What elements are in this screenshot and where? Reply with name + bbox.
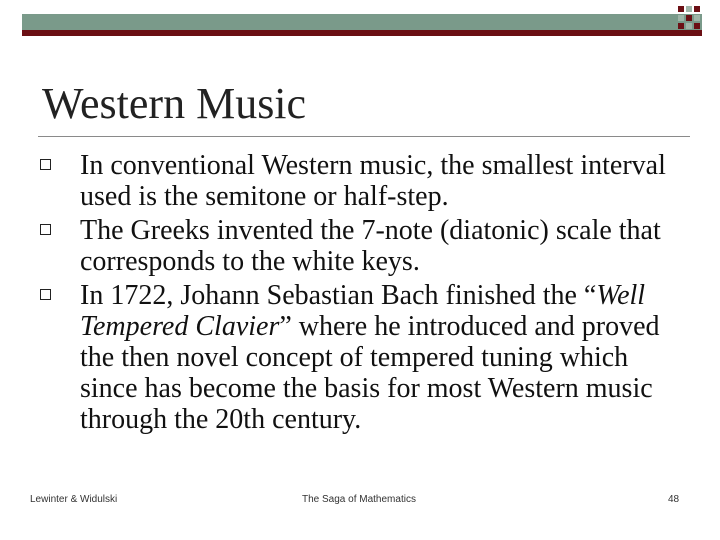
square-bullet-icon [40,224,51,235]
footer-book-title: The Saga of Mathematics [302,494,416,505]
bullet-item [40,215,680,277]
bullet-text-before: In 1722, Johann Sebastian Bach finished the “ [80,280,597,311]
bullet-text: The Greeks invented the 7-note (diatonic) scale that corresponds to the white keys. [80,215,661,277]
bullet-text-italic-title: Well Tempered Clavier [80,280,646,342]
top-decorative-bar [22,14,702,30]
title-divider [38,136,690,137]
bullet-item [40,280,680,435]
square-bullet-icon [40,159,51,170]
slide-title: Western Music [42,79,307,128]
footer-page-number: 48 [668,494,680,505]
bullet-text-after: ” where he introduced and proved the then novel concept of tempered tuning which since has become the basis for most Western music through the 20th century. [80,311,660,435]
bullet-item [40,150,680,212]
bullet-text: In conventional Western music, the smallest interval used is the semitone or half-step. [80,150,666,212]
footer-authors: Lewinter & Widulski [30,494,118,505]
top-dark-stripe [22,30,702,36]
corner-grid-ornament [678,6,702,30]
square-bullet-icon [40,289,51,300]
bullet-list [40,150,680,438]
